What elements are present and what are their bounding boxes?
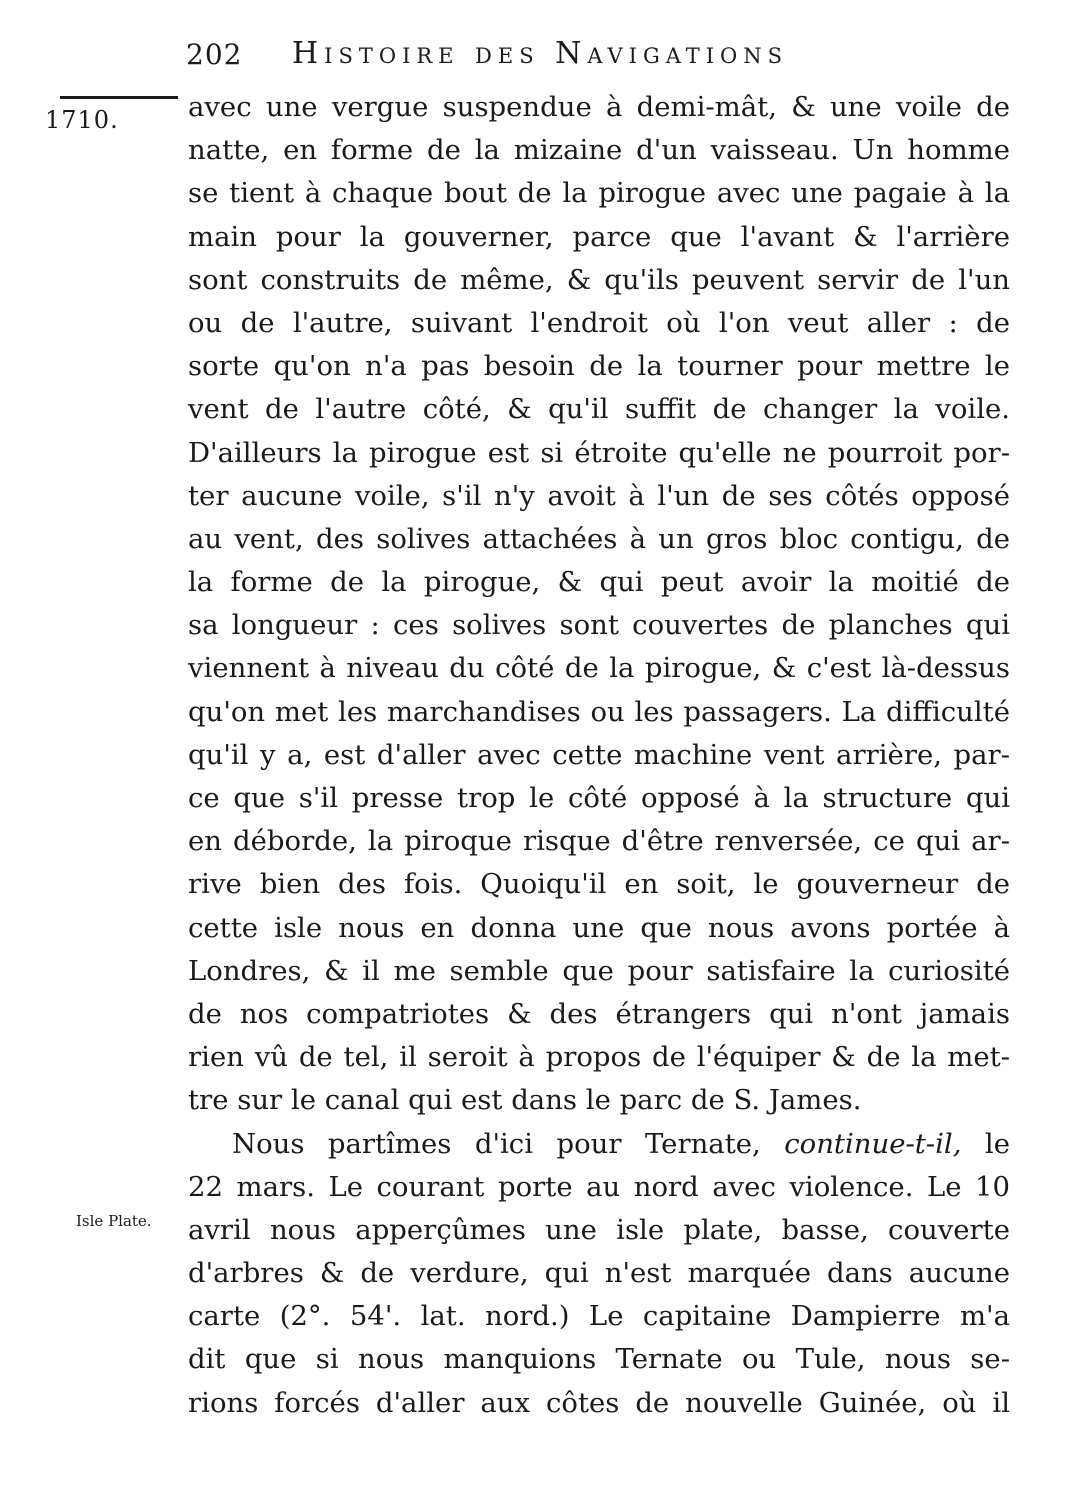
text-line: sont construits de même, & qu'ils peuvent servir de l'un — [188, 263, 1010, 296]
header-rule — [60, 96, 178, 99]
text-line: tre sur le canal qui est dans le parc de S. James. — [188, 1084, 862, 1117]
text-fragment: Nous partîmes d'ici pour Ternate, — [232, 1127, 761, 1160]
text-line: main pour la gouverner, parce que l'avant & l'arrière — [188, 220, 1010, 253]
text-line: natte, en forme de la mizaine d'un vaisseau. Un homme — [188, 134, 1010, 167]
text-line: qu'on met les marchandises ou les passagers. La difficulté — [188, 695, 1010, 728]
text-line: rions forcés d'aller aux côtes de nouvelle Guinée, où il — [188, 1386, 1010, 1419]
text-line: Londres, & il me semble que pour satisfaire la curiosité — [188, 954, 1010, 987]
text-line: se tient à chaque bout de la pirogue avec une pagaie à la — [188, 177, 1010, 210]
italic-fragment: continue-t-il, — [784, 1127, 962, 1160]
text-line: viennent à niveau du côté de la pirogue, & c'est là-dessus — [188, 652, 1010, 685]
text-line: ter aucune voile, s'il n'y avoit à l'un de ses côtés opposé — [188, 479, 1010, 512]
text-fragment: le — [984, 1127, 1010, 1160]
text-line: carte (2°. 54'. lat. nord.) Le capitaine Dampierre m'a — [188, 1300, 1010, 1333]
text-line: ce que s'il presse trop le côté opposé à la structure qui — [188, 782, 1010, 814]
text-line: d'arbres & de verdure, qui n'est marquée dans aucune — [188, 1257, 1010, 1290]
page-number: 202 — [186, 38, 243, 71]
text-line: avril nous apperçûmes une isle plate, basse, couverte — [188, 1213, 1010, 1246]
text-line: cette isle nous en donna une que nous avons portée à — [188, 911, 1010, 944]
running-title: Histoire des Navigations — [292, 36, 789, 71]
text-line: qu'il y a, est d'aller avec cette machine vent arrière, par- — [188, 738, 1010, 771]
text-line: rive bien des fois. Quoiqu'il en soit, le gouverneur de — [188, 868, 1010, 901]
text-line: sa longueur : ces solives sont couvertes de planches qui — [188, 609, 1010, 642]
text-line: la forme de la pirogue, & qui peut avoir la moitié de — [188, 566, 1010, 599]
text-line: au vent, des solives attachées à un gros bloc contigu, de — [188, 522, 1010, 555]
text-line: 22 mars. Le courant porte au nord avec violence. Le 10 — [188, 1170, 1010, 1203]
text-line: D'ailleurs la pirogue est si étroite qu'elle ne pourroit por- — [188, 436, 1010, 469]
text-line: rien vû de tel, il seroit à propos de l'équiper & de la met- — [188, 1041, 1010, 1074]
paragraph-start-line — [188, 1123, 1010, 1166]
text-line: avec une vergue suspendue à demi-mât, & une voile de — [188, 91, 1010, 123]
text-line: vent de l'autre côté, & qu'il suffit de changer la voile. — [188, 393, 1010, 426]
text-line: dit que si nous manquions Ternate ou Tule, nous se- — [188, 1343, 1010, 1376]
text-line: en déborde, la piroque risque d'être renversée, ce qui ar- — [188, 825, 1010, 858]
text-line: ou de l'autre, suivant l'endroit où l'on veut aller : de — [188, 306, 1010, 339]
text-line: de nos compatriotes & des étrangers qui n'ont jamais — [188, 997, 1010, 1030]
text-line: sorte qu'on n'a pas besoin de la tourner pour mettre le — [188, 350, 1010, 383]
body-text — [188, 86, 1010, 1425]
margin-note: Isle Plate. — [76, 1212, 152, 1230]
margin-year: 1710. — [45, 106, 119, 134]
